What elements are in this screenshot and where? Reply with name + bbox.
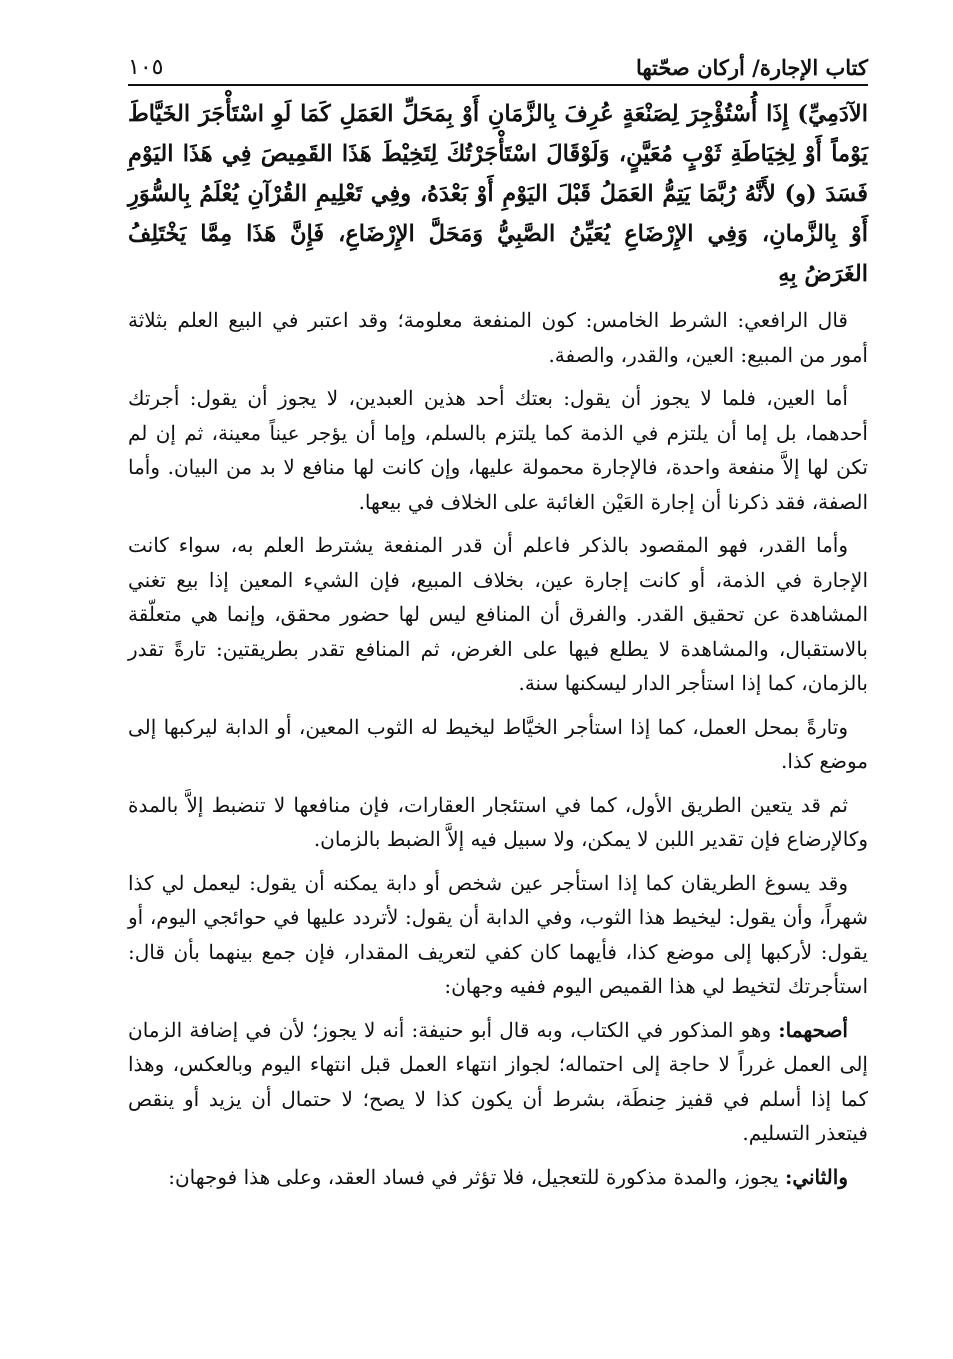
paragraph-text: وتارةً بمحل العمل، كما إذا استأجر الخيَّاط ليخيط له الثوب المعين، أو الدابة ليركبها إلى موضع كذا. xyxy=(128,714,868,773)
paragraph xyxy=(128,710,868,779)
chapter-title: كتاب الإجارة/ أركان صحّتها xyxy=(635,55,868,80)
page-number: ١٠٥ xyxy=(128,55,164,80)
paragraph-text: ثم قد يتعين الطريق الأول، كما في استئجار العقارات، فإن منافعها لا تنضبط إلاَّ بالمدة وكالإرضاع فإن تقدير اللبن لا يمكن، ولا سبيل فيه إلاَّ الضبط بالزمان. xyxy=(128,792,868,851)
paragraph xyxy=(128,866,868,1004)
book-page xyxy=(128,40,868,1194)
paragraph-lead: أصحهما: xyxy=(778,1017,848,1042)
header-rule xyxy=(128,84,868,86)
paragraph xyxy=(128,528,868,701)
paragraph-text: أما العين، فلما لا يجوز أن يقول: بعتك أحد هذين العبدين، لا يجوز أن يقول: أجرتك أحدهما، بل إما أن يلتزم في الذمة كما يلتزم بالسلم، وإما أن يؤجر عيناً معينة، ثم إن لم تكن لها إلاَّ منفعة واحدة، فالإجارة محمولة عليها، وإن كانت لها منافع لا بد من البيان. وأما الصفة، فقد ذكرنا أن إجارة العَيْن الغائبة على الخلاف في بيعها. xyxy=(128,386,868,514)
paragraph-lead: والثاني: xyxy=(784,1164,848,1189)
paragraph-text: وأما القدر، فهو المقصود بالذكر فاعلم أن قدر المنفعة يشترط العلم به، سواء كانت الإجارة في الذمة، أو كانت إجارة عين، بخلاف المبيع، فإن الشيء المعين إذا بيع تغني المشاهدة عن تحقيق القدر. والفرق أن المنافع ليس لها حضور محقق، وإنما هي متعلّقة بالاستقبال، والمشاهدة لا يطلع فيها على الغرض، ثم المنافع تقدر بطريقتين: تارةً تقدر بالزمان، كما إذا استأجر الدار ليسكنها سنة. xyxy=(128,533,868,695)
paragraph-text: وقد يسوغ الطريقان كما إذا استأجر عين شخص أو دابة يمكنه أن يقول: ليعمل لي كذا شهراً، وأن يقول: ليخيط هذا الثوب، وفي الدابة أن يقول: لأتردد عليها في حوائجي اليوم، أو يقول: لأركبها إلى موضع كذا، فأيهما كان كفي لتعريف المقدار، فإن جمع بينهما بأن قال: استأجرتك لتخيط لي هذا القميص اليوم ففيه وجهان: xyxy=(128,870,868,998)
paragraph-text: قال الرافعي: الشرط الخامس: كون المنفعة معلومة؛ وقد اعتبر في البيع العلم بثلاثة أمور من المبيع: العين، والقدر، والصفة. xyxy=(128,308,868,367)
paragraph xyxy=(128,788,868,857)
paragraph xyxy=(128,303,868,372)
paragraph-text: وهو المذكور في الكتاب، وبه قال أبو حنيفة: أنه لا يجوز؛ لأن في إضافة الزمان إلى العمل غرراً لا حاجة إلى احتماله؛ لجواز انتهاء العمل قبل انتهاء اليوم وبالعكس، وهذا كما إذا أسلم في قفيز حِنطَة، بشرط أن يكون كذا لا يصح؛ لا حتمال أن يزيد أو ينقص فيتعذر التسليم. xyxy=(128,1017,868,1145)
paragraph xyxy=(128,381,868,519)
running-header xyxy=(128,40,868,80)
matn-text: الآدَمِيِّ) إِذَا أُسْتُؤْجِرَ لِصَنْعَةٍ عُرِفَ بِالزَّمَانِ أَوْ بِمَحَلِّ العَمَلِ كَمَا لَوِ اسْتَأْجَرَ الخَيَّاطَ يَوْماً أَوْ لِخِيَاطَةِ ثَوْبٍ مُعَيَّنٍ، وَلَوْقَالَ اسْتَأْجَرْتُكَ لِتَخِيْطَ هَذَا القَمِيصَ فِي هَذَا اليَوْمِ فَسَدَ (و) لأَنَّهُ رُبَّمَا يَتِمُّ العَمَلُ قَبْلَ اليَوْمِ أَوْ بَعْدَهُ، وفِي تَعْلِيمِ القُرْآنِ يُعْلَمُ بِالسُّوَرِ أَوْ بِالزَّمانِ، وَفِي الإِرْضَاعِ يُعَيِّنُ الصَّبِيُّ وَمَحَلَّ الإِرْضَاعِ، فَإِنَّ هَذَا مِمَّا يَخْتَلِفُ الغَرَضُ بِهِ xyxy=(128,101,868,287)
paragraph xyxy=(128,1013,868,1151)
paragraph xyxy=(128,1160,868,1195)
paragraph-text: يجوز، والمدة مذكورة للتعجيل، فلا تؤثر في فساد العقد، وعلى هذا فوجهان: xyxy=(168,1164,785,1189)
